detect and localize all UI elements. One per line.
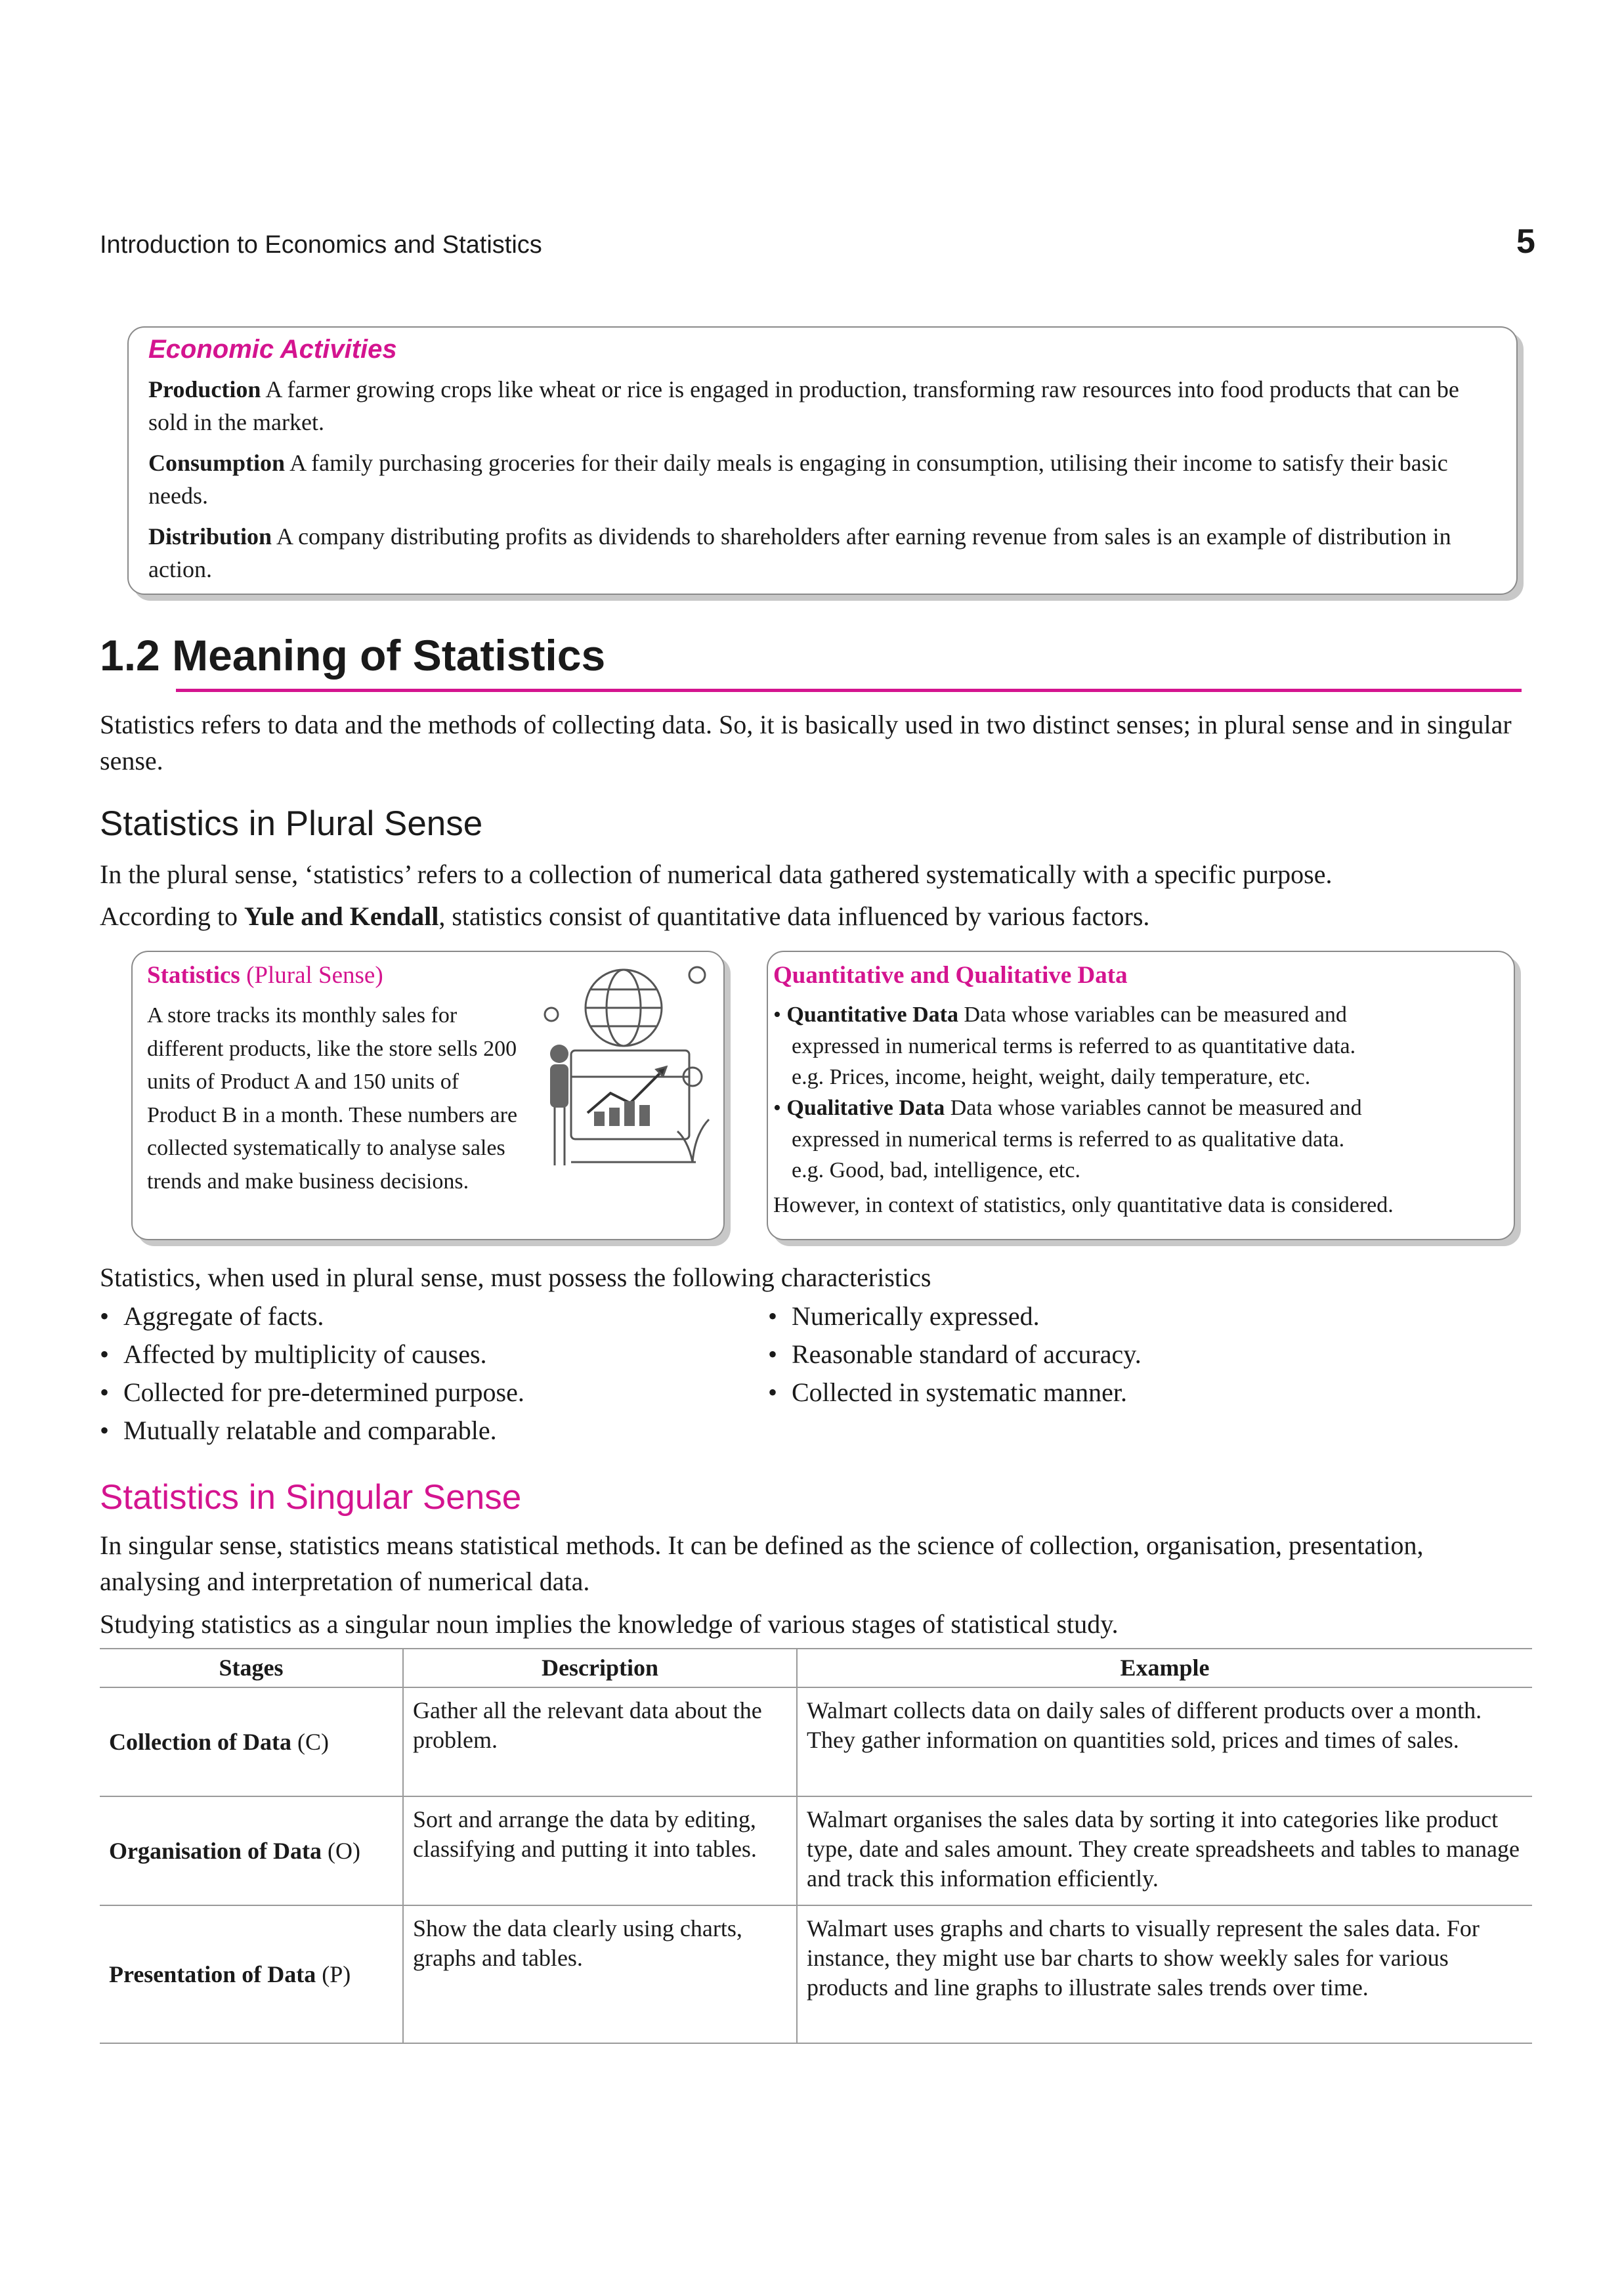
singular-para-1: In singular sense, statistics means statistical methods. It can be defined as the science of collection, organisation, presentation, analysing and interpretation of numerical data. xyxy=(100,1530,1424,1596)
characteristic-item xyxy=(100,1376,524,1409)
para2-post: , statistics consist of quantitative data influenced by various factors. xyxy=(438,901,1150,931)
econ-item-distribution xyxy=(148,520,1501,586)
quant-term: Quantitative Data xyxy=(786,1003,958,1027)
qual-text: Data whose variables cannot be measured and xyxy=(945,1096,1362,1120)
stage-name: Organisation of Data xyxy=(109,1837,322,1864)
quantitative-data-item xyxy=(773,999,1502,1093)
bullet-dot: • xyxy=(773,1096,787,1120)
table-row xyxy=(100,1687,1532,1796)
description-cell: Show the data clearly using charts, graphs and tables. xyxy=(403,1905,797,2043)
quant-qual-note: However, in context of statistics, only quantitative data is considered. xyxy=(773,1193,1394,1217)
yule-kendall: Yule and Kendall xyxy=(244,901,439,931)
stages-table xyxy=(100,1648,1532,2044)
plural-box-title-rest: (Plural Sense) xyxy=(240,962,383,989)
bullet-dot: • xyxy=(773,1003,787,1027)
plural-box-title-bold: Statistics xyxy=(147,962,240,989)
stage-name: Presentation of Data xyxy=(109,1960,316,1987)
characteristic-text: Collected in systematic manner. xyxy=(792,1377,1127,1407)
plural-para-2 xyxy=(100,898,1524,934)
stage-cell xyxy=(100,1687,403,1796)
econ-item-production xyxy=(148,373,1501,439)
characteristic-item xyxy=(768,1338,1142,1371)
section-title-underline xyxy=(176,689,1522,692)
bullet-dot: • xyxy=(100,1339,110,1369)
econ-term: Distribution xyxy=(148,523,272,550)
econ-text: A company distributing profits as dividends to shareholders after earning revenue from sales is an example of distribution in action. xyxy=(148,523,1451,582)
stage-code: (C) xyxy=(291,1728,329,1755)
qual-eg: e.g. Good, bad, intelligence, etc. xyxy=(792,1158,1080,1182)
qualitative-data-item xyxy=(773,1093,1502,1186)
stage-code: (P) xyxy=(316,1960,351,1987)
table-row xyxy=(100,1905,1532,2043)
characteristic-text: Reasonable standard of accuracy. xyxy=(792,1339,1142,1369)
stage-cell xyxy=(100,1796,403,1905)
econ-text: A family purchasing groceries for their daily meals is engaging in consumption, utilising their income to satisfy their basic needs. xyxy=(148,450,1448,509)
section-title: 1.2 Meaning of Statistics xyxy=(100,631,606,680)
characteristic-item xyxy=(100,1338,487,1371)
bullet-dot: • xyxy=(100,1377,110,1407)
example-cell: Walmart uses graphs and charts to visually represent the sales data. For instance, they might use bar charts to show weekly sales for various products and line graphs to illustrate sales trends over time. xyxy=(797,1905,1532,2043)
bullet-dot: • xyxy=(100,1416,110,1445)
bullet-dot: • xyxy=(100,1301,110,1331)
qual-term: Qualitative Data xyxy=(786,1096,945,1120)
quant-text: Data whose variables can be measured and xyxy=(958,1003,1347,1027)
table-header: Description xyxy=(403,1649,797,1687)
characteristic-item xyxy=(100,1414,497,1447)
characteristic-item xyxy=(100,1300,324,1333)
characteristic-text: Collected for pre-determined purpose. xyxy=(123,1377,524,1407)
characteristics-intro: Statistics, when used in plural sense, must possess the following characteristics xyxy=(100,1263,931,1292)
stage-code: (O) xyxy=(322,1837,360,1864)
bullet-dot: • xyxy=(768,1377,778,1407)
running-head: Introduction to Economics and Statistics xyxy=(100,231,542,259)
table-header-row xyxy=(100,1649,1532,1687)
plural-box-text: A store tracks its monthly sales for different products, like the store sells 200 units of Product A and 150 units of Product B in a month. These numbers are collected systematically to analyse sales trends and make business decisions. xyxy=(147,1003,518,1194)
page-number: 5 xyxy=(1516,223,1535,261)
characteristic-text: Aggregate of facts. xyxy=(123,1301,324,1331)
example-cell: Walmart organises the sales data by sorting it into categories like product type, date and sales amount. They create spreadsheets and tables to manage and track this information efficiently. xyxy=(797,1796,1532,1905)
description-cell: Sort and arrange the data by editing, classifying and putting it into tables. xyxy=(403,1796,797,1905)
table-row xyxy=(100,1796,1532,1905)
example-cell: Walmart collects data on daily sales of different products over a month. They gather information on quantities sold, prices and times of sales. xyxy=(797,1687,1532,1796)
quant-line2: expressed in numerical terms is referred to as quantitative data. xyxy=(792,1033,1356,1058)
bullet-dot: • xyxy=(768,1339,778,1369)
econ-term: Consumption xyxy=(148,450,286,476)
economic-activities-title: Economic Activities xyxy=(148,335,397,364)
business-analytics-illustration-icon xyxy=(525,936,722,1179)
econ-term: Production xyxy=(148,376,261,402)
characteristic-item xyxy=(768,1300,1040,1333)
plural-sense-heading: Statistics in Plural Sense xyxy=(100,804,483,843)
econ-item-consumption xyxy=(148,446,1501,512)
quant-eg: e.g. Prices, income, height, weight, daily temperature, etc. xyxy=(792,1065,1311,1089)
stage-name: Collection of Data xyxy=(109,1728,291,1755)
section-intro: Statistics refers to data and the methods of collecting data. So, it is basically used in two distinct senses; in plural sense and in singular sense. xyxy=(100,710,1512,775)
characteristic-text: Numerically expressed. xyxy=(792,1301,1040,1331)
bullet-dot: • xyxy=(768,1301,778,1331)
quant-qual-title: Quantitative and Qualitative Data xyxy=(773,962,1128,989)
table-header: Stages xyxy=(100,1649,403,1687)
description-cell: Gather all the relevant data about the problem. xyxy=(403,1687,797,1796)
econ-text: A farmer growing crops like wheat or rice is engaged in production, transforming raw resources into food products that can be sold in the market. xyxy=(148,376,1459,435)
characteristic-text: Affected by multiplicity of causes. xyxy=(123,1339,487,1369)
singular-sense-heading: Statistics in Singular Sense xyxy=(100,1478,522,1517)
plural-para-1: In the plural sense, ‘statistics’ refers to a collection of numerical data gathered systematically with a specific purpose. xyxy=(100,859,1333,889)
stage-cell xyxy=(100,1905,403,2043)
singular-para-2: Studying statistics as a singular noun implies the knowledge of various stages of statistical study. xyxy=(100,1609,1119,1639)
characteristic-item xyxy=(768,1376,1127,1409)
para2-pre: According to xyxy=(100,901,244,931)
table-header: Example xyxy=(797,1649,1532,1687)
characteristic-text: Mutually relatable and comparable. xyxy=(123,1416,497,1445)
plural-box-title xyxy=(147,961,383,989)
qual-line2: expressed in numerical terms is referred to as qualitative data. xyxy=(792,1127,1345,1152)
